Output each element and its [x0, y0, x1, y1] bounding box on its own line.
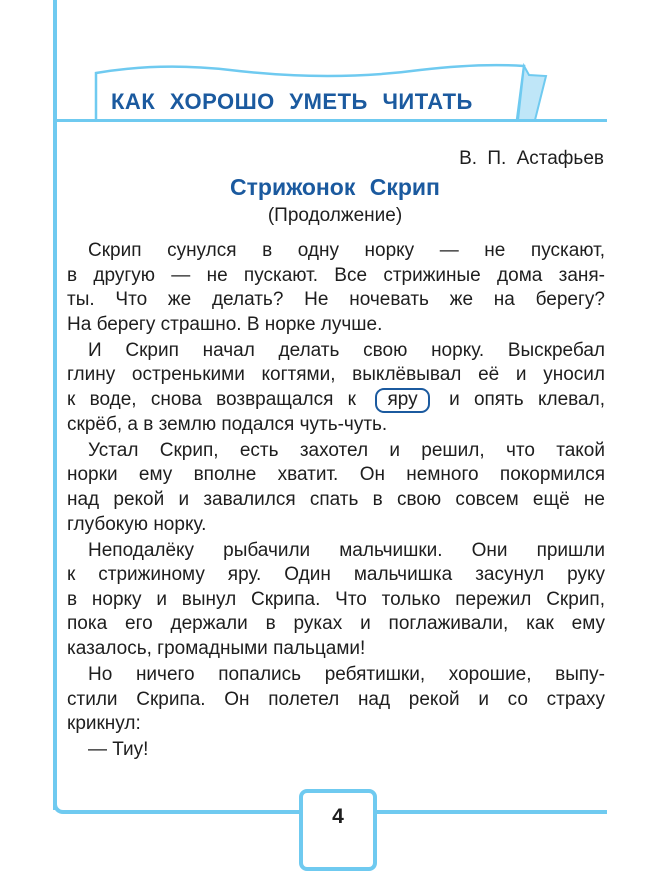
text-line: Неподалёку рыбачили мальчишки. Они пришли [88, 539, 605, 561]
text-line [67, 388, 605, 413]
text-line: глину остренькими когтями, выклёвывал её и уносил [67, 364, 605, 386]
story-subtitle: (Продолжение) [267, 205, 403, 226]
paragraph [67, 239, 605, 337]
text-line: скрёб, а в землю подался чуть-чуть. [67, 413, 388, 435]
author-name: В. П. Астафьев [459, 148, 604, 169]
text-line: ты. Что же делать? Не ночевать же на берегу? [67, 289, 605, 311]
highlighted-word: яру [375, 388, 429, 413]
text-line: над рекой и завалился спать в свою совсем ещё не [67, 488, 605, 510]
paragraph [67, 339, 605, 437]
text-segment: к воде, снова возвращался к [67, 389, 356, 411]
story-text [67, 239, 605, 764]
header-rule [55, 119, 607, 122]
paragraph [67, 539, 605, 662]
text-line: норки ему вполне хватит. Он немного покормился [67, 464, 605, 486]
text-line: И Скрип начал делать свою норку. Выскребал [88, 339, 605, 361]
paragraph [67, 663, 605, 737]
story-title: Стрижонок Скрип [230, 174, 440, 200]
paragraph [67, 439, 605, 537]
text-line: пока его держали в руках и поглаживали, как ему [67, 613, 605, 635]
text-line: к стрижиному яру. Один мальчишка засунул руку [67, 564, 605, 586]
text-line: крикнул: [67, 713, 141, 735]
page-number: 4 [332, 805, 344, 828]
page-number-box [299, 789, 377, 871]
paragraph [67, 738, 605, 763]
text-line: — Тиу! [88, 739, 149, 761]
text-line: в другую — не пускают. Все стрижиные дома заня- [67, 264, 605, 286]
text-line: Устал Скрип, есть захотел и решил, что такой [88, 439, 605, 461]
text-line: глубокую норку. [67, 513, 207, 535]
text-line: На берегу страшно. В норке лучше. [67, 313, 383, 335]
section-title: КАК ХОРОШО УМЕТЬ ЧИТАТЬ [111, 89, 473, 114]
text-line: в норку и вынул Скрипа. Что только пережил Скрип, [67, 588, 605, 610]
text-line: стили Скрипа. Он полетел над рекой и со страху [67, 688, 605, 710]
text-line: Но ничего попались ребятишки, хорошие, выпу- [88, 664, 605, 686]
text-line: казалось, громадными пальцами! [67, 638, 366, 659]
text-segment: и опять клевал, [449, 389, 605, 411]
text-line: Скрип сунулся в одну норку — не пускают, [88, 240, 605, 261]
